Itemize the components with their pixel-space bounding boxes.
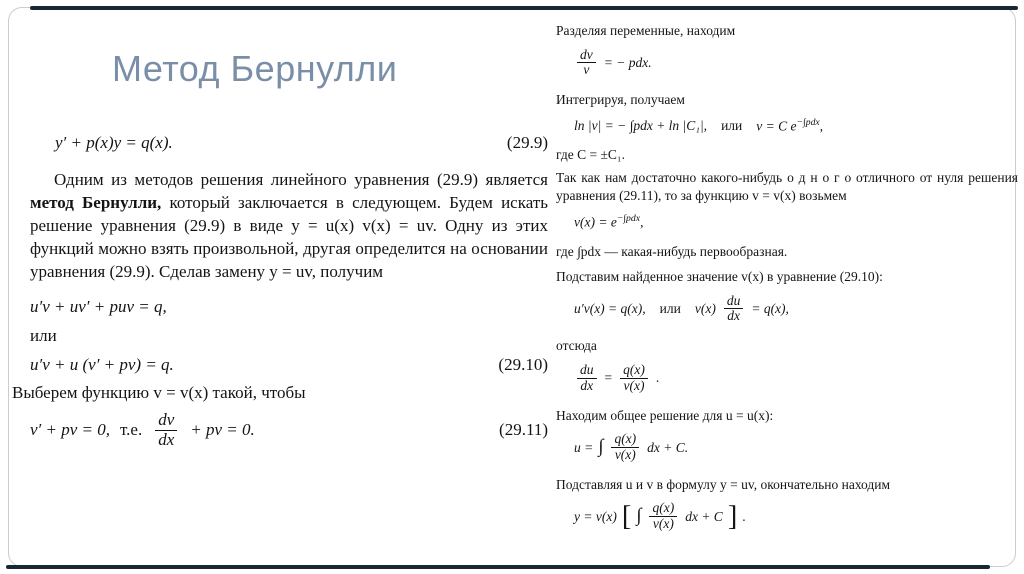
separated-equation [556, 48, 652, 79]
eq-29-11-ie: т.е. [120, 420, 143, 440]
subst-rhs: = q(x), [751, 301, 789, 317]
y-solution-group [574, 501, 746, 532]
period: . [742, 508, 746, 524]
u-equals: u = [574, 439, 594, 455]
q-v-fraction [611, 432, 639, 463]
fraction-numerator: du [577, 363, 597, 379]
bernoulli-method-bold: метод Бернулли, [30, 192, 162, 212]
right-column [556, 14, 1018, 537]
dx-plus-c: dx + C [685, 508, 723, 524]
period: . [655, 370, 660, 386]
where-c-text: где C = ±C₁. [556, 146, 625, 162]
final-substitution-label: Подставляя u и v в формулу y = uv, окончательно находим [556, 476, 891, 492]
dx-plus-c: dx + C. [647, 439, 689, 455]
exp-comma: , [640, 214, 644, 230]
fraction-denominator: v(x) [614, 446, 636, 462]
integrating-label: Интегрируя, получаем [556, 92, 685, 108]
exp-comma: , [819, 118, 824, 134]
where-integral-text: где ∫pdx — какая-нибудь первообразная. [556, 243, 788, 259]
choose-function-text: Выберем функцию v = v(x) такой, чтобы [12, 383, 306, 403]
eq-29-11-part1: v′ + pv = 0, [30, 420, 111, 440]
eq-29-10-number: (29.10) [498, 354, 548, 374]
ln-expression: ln |v| = − ∫pdx + ln |C₁|, [574, 118, 708, 134]
exp-base: v = C e [756, 118, 797, 134]
du-dx-fraction [724, 294, 744, 325]
left-column [12, 126, 548, 456]
exp-base: v(x) = e [574, 214, 617, 230]
vx-equation [556, 213, 643, 231]
substitute-label: Подставим найденное значение v(x) в уравнение (29.10): [556, 269, 883, 285]
vx-exponential-expression [574, 213, 643, 231]
fraction-numerator: du [724, 294, 744, 310]
u-integral-group [574, 432, 688, 463]
exp-superscript: −∫pdx [796, 116, 820, 128]
general-solution-label: Находим общее решение для u = u(x): [556, 407, 774, 423]
paragraph-text-after: который заключается в следующем. Будем искать решение уравнения (29.9) в виде y = u(x) v(x) = uv. Одну из этих функций можно взять произвольной, другая определится на основании уравнения (29.9). Сделав замену y = uv, получим [30, 192, 548, 281]
dv-dx-fraction [155, 411, 177, 449]
vx-factor: v(x) [694, 301, 716, 317]
eq-29-9-number: (29.9) [506, 133, 548, 152]
q-v-fraction [620, 363, 648, 394]
integral-sign: ∫ [636, 505, 642, 527]
fraction-numerator: q(x) [620, 363, 648, 379]
right-bracket: ] [727, 500, 738, 532]
v-exponential-expression [756, 117, 823, 135]
final-equation [556, 501, 746, 532]
dv-v-group [574, 48, 652, 79]
or-label: или [659, 301, 681, 317]
equation-sum: u′v + uv′ + puv = q, [30, 296, 167, 316]
fraction-denominator: dx [158, 430, 175, 450]
fraction-denominator: v [583, 62, 590, 78]
du-dx-fraction [577, 363, 597, 394]
eq-29-9-body: y′ + p(x)y = q(x). [55, 133, 173, 152]
since-paragraph: Так как нам достаточно какого-нибудь о д н о г о отличного от нуля решения уравнения (29.11), то за функцию v = v(x) возьмем [556, 170, 1018, 203]
paragraph-text-before: Одним из методов решения линейного уравнения (29.9) является [54, 169, 548, 189]
exp-superscript: −∫pdx [616, 213, 641, 225]
equals-sign: = [604, 370, 613, 386]
integrated-equation [556, 117, 823, 135]
fraction-numerator: dv [155, 411, 177, 431]
y-equals-vx: y = v(x) [574, 508, 617, 524]
eq-29-11-number: (29.11) [499, 420, 548, 440]
left-bracket: [ [621, 500, 632, 532]
equation-29-9 [30, 132, 548, 155]
substituted-equation [556, 294, 789, 325]
integral-sign: ∫ [598, 435, 604, 457]
du-dx-equals-group [574, 363, 659, 394]
fraction-numerator: q(x) [611, 432, 639, 448]
dv-v-fraction [577, 48, 596, 79]
slide-title: Метод Бернулли [112, 48, 398, 89]
hence-equation [556, 363, 659, 394]
hence-label: отсюда [556, 338, 597, 354]
equation-29-10 [30, 354, 548, 377]
eq-29-11-body [30, 411, 255, 449]
fraction-numerator: dv [577, 48, 596, 64]
separated-rhs: = − pdx. [603, 55, 652, 71]
or-label: или [721, 118, 743, 134]
intro-paragraph [30, 169, 548, 284]
general-solution-equation [556, 432, 688, 463]
fraction-denominator: v(x) [652, 516, 674, 532]
fraction-denominator: dx [727, 308, 740, 324]
bottom-accent-bar [6, 565, 990, 569]
vx-du-dx-group [695, 294, 789, 325]
equation-29-11 [30, 411, 548, 449]
uv-expression: u′v(x) = q(x), [574, 301, 646, 317]
eq-29-11-part2: + pv = 0. [190, 420, 255, 440]
eq-29-10-body: u′v + u (v′ + pv) = q. [30, 354, 174, 374]
or-label: или [30, 325, 57, 345]
fraction-denominator: v(x) [623, 377, 645, 393]
fraction-denominator: dx [580, 377, 594, 393]
q-v-fraction [649, 501, 677, 532]
separate-variables-label: Разделяя переменные, находим [556, 23, 736, 38]
fraction-numerator: q(x) [649, 501, 677, 517]
top-accent-bar [30, 6, 1018, 10]
